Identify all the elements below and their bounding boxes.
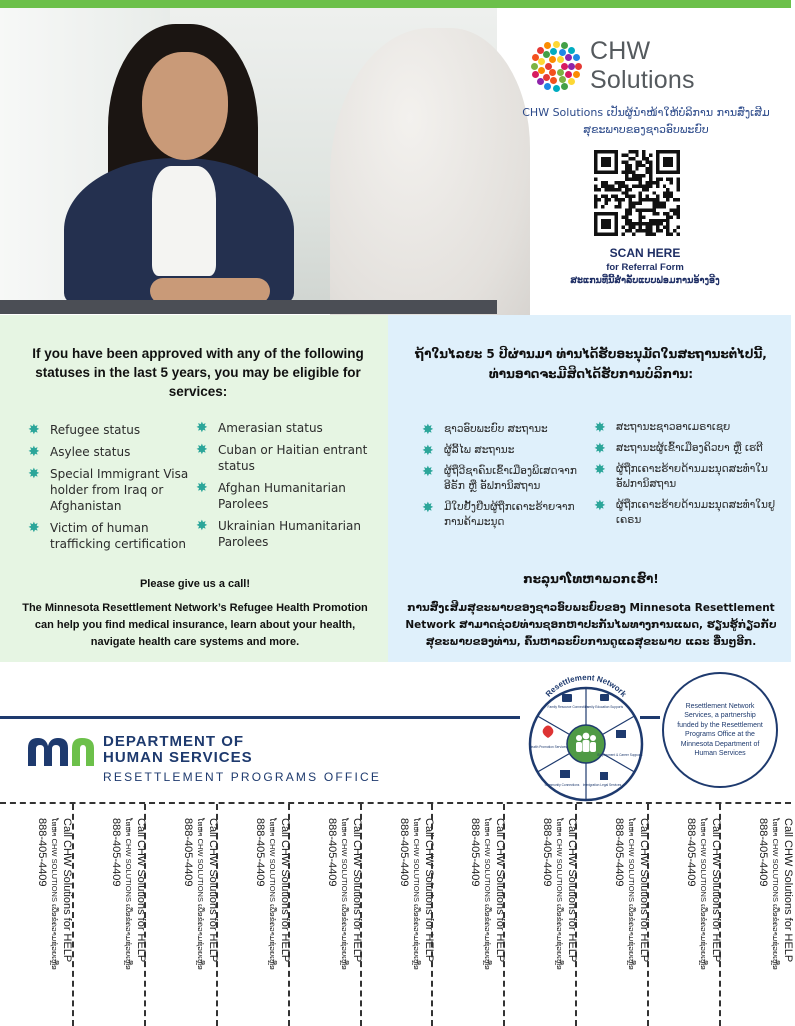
tear-off-strips	[0, 802, 795, 1024]
network-segment-label: Health Promotion Services	[529, 745, 567, 749]
status-list-item	[594, 462, 778, 492]
status-label: Amerasian status	[218, 421, 323, 435]
network-segment-label: Immigration Legal Services	[582, 783, 622, 787]
strip-call-text-lao: ໂທຫາ CHW SOLUTIONS ເພື່ອຂໍຄວາມຊ່ວຍເຫຼືອ	[50, 818, 59, 970]
bullet-star-icon: ✸	[422, 443, 434, 459]
dhs-department-name	[103, 734, 253, 766]
strip-call-text: Call CHW Solutions for HELP	[206, 818, 219, 963]
dhs-office-name: RESETTLEMENT PROGRAMS OFFICE	[103, 770, 382, 784]
status-list-item	[422, 422, 594, 437]
lao-heading: ຖ້າໃນໄລຍະ 5 ປີຜ່ານມາ ທ່ານໄດ້ຮັບອະນຸມັດໃນສະຖານະຕໍ່ໄປນີ້, ທ່ານອາດຈະມີສິດໄດ້ຮັບການບໍລິການ:	[415, 347, 767, 381]
status-list-item	[28, 466, 200, 514]
status-label: Ukrainian Humanitarian Parolees	[218, 519, 361, 549]
community-icon	[560, 770, 570, 778]
strip-call-text: Call CHW Solutions for HELP	[350, 818, 363, 963]
status-list-item	[28, 422, 200, 438]
lao-call-to-action: ກະລຸນາໂທຫາພວກເຮົາ!	[523, 572, 659, 586]
tear-off-strip[interactable]	[647, 804, 723, 1026]
strip-phone-number: 888-405-4409	[613, 818, 626, 887]
strip-call-text: Call CHW Solutions for HELP	[638, 818, 651, 963]
education-icon	[600, 694, 609, 701]
lao-status-list-left	[422, 422, 594, 536]
network-segment-label: Family Resource Connection	[547, 705, 589, 709]
strip-phone-number: 888-405-4409	[685, 818, 698, 887]
strip-call-text: Call CHW Solutions for HELP	[61, 818, 73, 963]
strip-phone-number: 888-405-4409	[36, 818, 48, 887]
partnership-badge	[662, 672, 778, 788]
lao-body: ການສົ່ງເສີມສຸຂະພາບຂອງຊາວອົບພະຍົບຂອງ Minnesota Resettlement Network ສາມາດຊ່ວຍທ່ານຊອກຫາປະກັນໄພທາງການແພດ, ຮຽນຮູ້ກ່ຽວກັບສຸຂະພາບຂອງທ່ານ, ຄົ້ນຫາລະບົບການດູແລສຸຂະພາບ ແລະ ອື່ນໆອີກ.	[405, 602, 777, 648]
chw-logo-mark-icon	[530, 40, 582, 92]
bullet-star-icon: ✸	[594, 441, 606, 457]
english-status-list-left	[28, 422, 200, 558]
divider-rule	[0, 716, 520, 719]
bullet-star-icon: ✸	[422, 464, 434, 480]
strip-call-text: Call CHW Solutions for HELP	[134, 818, 147, 963]
status-label: ຜູ້ລີ້ໄພ ສະຖານະ	[444, 444, 515, 456]
strip-call-text: Call CHW Solutions for HELP	[422, 818, 435, 963]
scan-title: SCAN HERE	[609, 246, 681, 260]
status-label: ຜູ້ຖືວີຊາຄົນເຂົ້າເມືອງພິເສດຈາກອີຣັກ ຫຼື ອັຟການິສຖານ	[444, 465, 577, 492]
status-list-item	[28, 444, 200, 460]
strip-call-text: Call CHW Solutions for HELP	[494, 818, 507, 963]
briefcase-icon	[616, 730, 626, 738]
tear-off-strip[interactable]	[503, 804, 579, 1026]
bullet-star-icon: ✸	[594, 420, 606, 436]
status-label: ຊາວອົບພະຍົບ ສະຖານະ	[444, 423, 548, 435]
status-label: Cuban or Haitian entrant status	[218, 443, 368, 473]
strip-text	[519, 818, 579, 1018]
strip-call-text: Call CHW Solutions for HELP	[278, 818, 291, 963]
status-list-item	[28, 520, 200, 552]
strip-text	[160, 818, 220, 1018]
dhs-line2: HUMAN SERVICES	[103, 749, 253, 766]
strip-text	[376, 818, 436, 1018]
dhs-logo	[26, 728, 382, 788]
tear-off-strip[interactable]	[719, 804, 795, 1026]
scan-lao: ສະແກນທີ່ນີ້ສຳລັບແບບຟອມການອ້າງອີງ	[570, 275, 720, 286]
status-list-item	[196, 420, 380, 436]
scan-block	[540, 246, 750, 287]
document-icon	[600, 772, 608, 780]
lao-status-list-right	[594, 420, 778, 534]
tear-off-strip[interactable]	[216, 804, 291, 1026]
status-list-item	[422, 464, 594, 494]
strip-phone-number: 888-405-4409	[181, 818, 194, 887]
english-call-to-action: Please give us a call!	[139, 578, 251, 590]
network-segment-label: Family Education Supports	[584, 705, 624, 709]
strip-phone-number: 888-405-4409	[541, 818, 554, 887]
tear-off-strip[interactable]	[431, 804, 507, 1026]
strip-text	[304, 818, 364, 1018]
bullet-star-icon: ✸	[28, 520, 40, 536]
strip-phone-number: 888-405-4409	[253, 818, 266, 887]
strip-text	[735, 818, 795, 1018]
bullet-star-icon: ✸	[28, 422, 40, 438]
tear-off-strip[interactable]	[575, 804, 651, 1026]
tear-off-strip[interactable]	[0, 804, 72, 1026]
strip-call-text-lao: ໂທຫາ CHW SOLUTIONS ເພື່ອຂໍຄວາມຊ່ວຍເຫຼືອ	[123, 818, 133, 970]
bullet-star-icon: ✸	[594, 462, 606, 478]
strip-call-text: Call CHW Solutions for HELP	[566, 818, 579, 963]
strip-call-text-lao: ໂທຫາ CHW SOLUTIONS ເພື່ອຂໍຄວາມຊ່ວຍເຫຼືອ	[411, 818, 421, 970]
strip-call-text-lao: ໂທຫາ CHW SOLUTIONS ເພື່ອຂໍຄວາມຊ່ວຍເຫຼືອ	[555, 818, 565, 970]
strip-text	[591, 818, 651, 1018]
bullet-star-icon: ✸	[196, 480, 208, 496]
tear-off-strip[interactable]	[360, 804, 435, 1026]
status-label: Asylee status	[50, 445, 131, 459]
bullet-star-icon: ✸	[422, 500, 434, 516]
resettlement-network-diagram	[516, 668, 656, 802]
tear-off-strip[interactable]	[144, 804, 219, 1026]
hero-photo	[0, 8, 497, 314]
bullet-star-icon: ✸	[28, 444, 40, 460]
strip-call-text: Call CHW Solutions for HELP	[782, 818, 795, 963]
qr-code-icon[interactable]	[594, 150, 680, 236]
mn-logo-icon	[26, 734, 96, 768]
chw-logo	[530, 36, 760, 96]
english-heading: If you have been approved with any of the following statuses in the last 5 years, you may be eligible for services:	[32, 346, 364, 399]
strip-call-text-lao: ໂທຫາ CHW SOLUTIONS ເພື່ອຂໍຄວາມຊ່ວຍເຫຼືອ	[267, 818, 277, 970]
strip-text	[14, 818, 74, 1018]
status-label: ມີໃບຢັ້ງຢືນຜູ້ຖືກເຄາະຮ້າຍຈາກການຄ້າມະນຸດ	[444, 501, 575, 528]
strip-text	[663, 818, 723, 1018]
bullet-star-icon: ✸	[196, 442, 208, 458]
bullet-star-icon: ✸	[422, 422, 434, 438]
status-list-item	[196, 480, 380, 512]
english-status-list-right	[196, 420, 380, 556]
strip-call-text-lao: ໂທຫາ CHW SOLUTIONS ເພື່ອຂໍຄວາມຊ່ວຍເຫຼືອ	[699, 818, 709, 970]
family-icon	[562, 694, 572, 702]
strip-phone-number: 888-405-4409	[397, 818, 410, 887]
network-segment-label: Community Connections	[544, 783, 580, 787]
status-label: Special Immigrant Visa holder from Iraq or Afghanistan	[50, 467, 189, 513]
english-body: The Minnesota Resettlement Network’s Refugee Health Promotion can help you find medical insurance, learn about your health, navigate health care systems and more.	[22, 602, 368, 648]
strip-call-text-lao: ໂທຫາ CHW SOLUTIONS ເພື່ອຂໍຄວາມຊ່ວຍເຫຼືອ	[339, 818, 349, 970]
status-list-item	[594, 498, 778, 528]
status-label: ຜູ້ຖືກເຄາະຮ້າຍດ້ານມະນຸດສະທຳໃນອັຟການິສຖານ	[616, 463, 768, 490]
status-list-item	[196, 518, 380, 550]
status-label: Refugee status	[50, 423, 141, 437]
strip-call-text-lao: ໂທຫາ CHW SOLUTIONS ເພື່ອຂໍຄວາມຊ່ວຍເຫຼືອ	[195, 818, 205, 970]
strip-call-text-lao: ໂທຫາ CHW SOLUTIONS ເພື່ອຂໍຄວາມຊ່ວຍເຫຼືອ	[483, 818, 493, 970]
strip-text	[447, 818, 507, 1018]
status-list-item	[594, 420, 778, 435]
status-list-item	[196, 442, 380, 474]
status-label: Victim of human trafficking certification	[50, 521, 186, 551]
partnership-text: Resettlement Network Services, a partnership funded by the Resettlement Programs Office at the Minnesota Department of Human Services	[677, 702, 763, 757]
bullet-star-icon: ✸	[28, 466, 40, 482]
status-list-item	[422, 500, 594, 530]
strip-text	[232, 818, 292, 1018]
status-list-item	[594, 441, 778, 456]
status-label: ສະຖານະຊາວອາເມຣາເຊຍ	[616, 421, 731, 433]
status-label: ສະຖານະຜູ້ເຂົ້າເມືອງຄິວບາ ຫຼື ເຮຕີ	[616, 442, 763, 454]
strip-call-text-lao: ໂທຫາ CHW SOLUTIONS ເພື່ອຂໍຄວາມຊ່ວຍເຫຼືອ	[627, 818, 637, 970]
chw-tagline-lao: CHW Solutions ເປັນຜູ້ນຳໜ້າໃຫ້ບໍລິການ ການສົ່ງເສີມສຸຂະພາບຂອງຊາວອົບພະຍົບ	[522, 106, 770, 136]
network-title: Resettlement Network	[543, 672, 629, 699]
scan-subtitle: for Referral Form	[606, 262, 684, 273]
dhs-line1: DEPARTMENT OF	[103, 733, 245, 750]
status-label: Afghan Humanitarian Parolees	[218, 481, 346, 511]
status-list-item	[422, 443, 594, 458]
tear-off-strip[interactable]	[72, 804, 147, 1026]
strip-text	[88, 818, 148, 1018]
strip-phone-number: 888-405-4409	[109, 818, 122, 887]
strip-phone-number: 888-405-4409	[757, 818, 770, 887]
bullet-star-icon: ✸	[594, 498, 606, 514]
chw-brand-name: CHW Solutions	[590, 37, 695, 94]
strip-phone-number: 888-405-4409	[469, 818, 482, 887]
status-label: ຜູ້ຖືກເຄາະຮ້າຍດ້ານມະນຸດສະທຳໃນຢູເຄຣນ	[616, 499, 776, 526]
strip-call-text-lao: ໂທຫາ CHW SOLUTIONS ເພື່ອຂໍຄວາມຊ່ວຍເຫຼືອ	[771, 818, 781, 970]
network-segment-label: Employment & Career Supports	[597, 753, 643, 757]
top-accent-bar	[0, 0, 791, 8]
strip-phone-number: 888-405-4409	[325, 818, 338, 887]
bullet-star-icon: ✸	[196, 518, 208, 534]
strip-call-text: Call CHW Solutions for HELP	[710, 818, 723, 963]
bullet-star-icon: ✸	[196, 420, 208, 436]
tear-off-strip[interactable]	[288, 804, 363, 1026]
